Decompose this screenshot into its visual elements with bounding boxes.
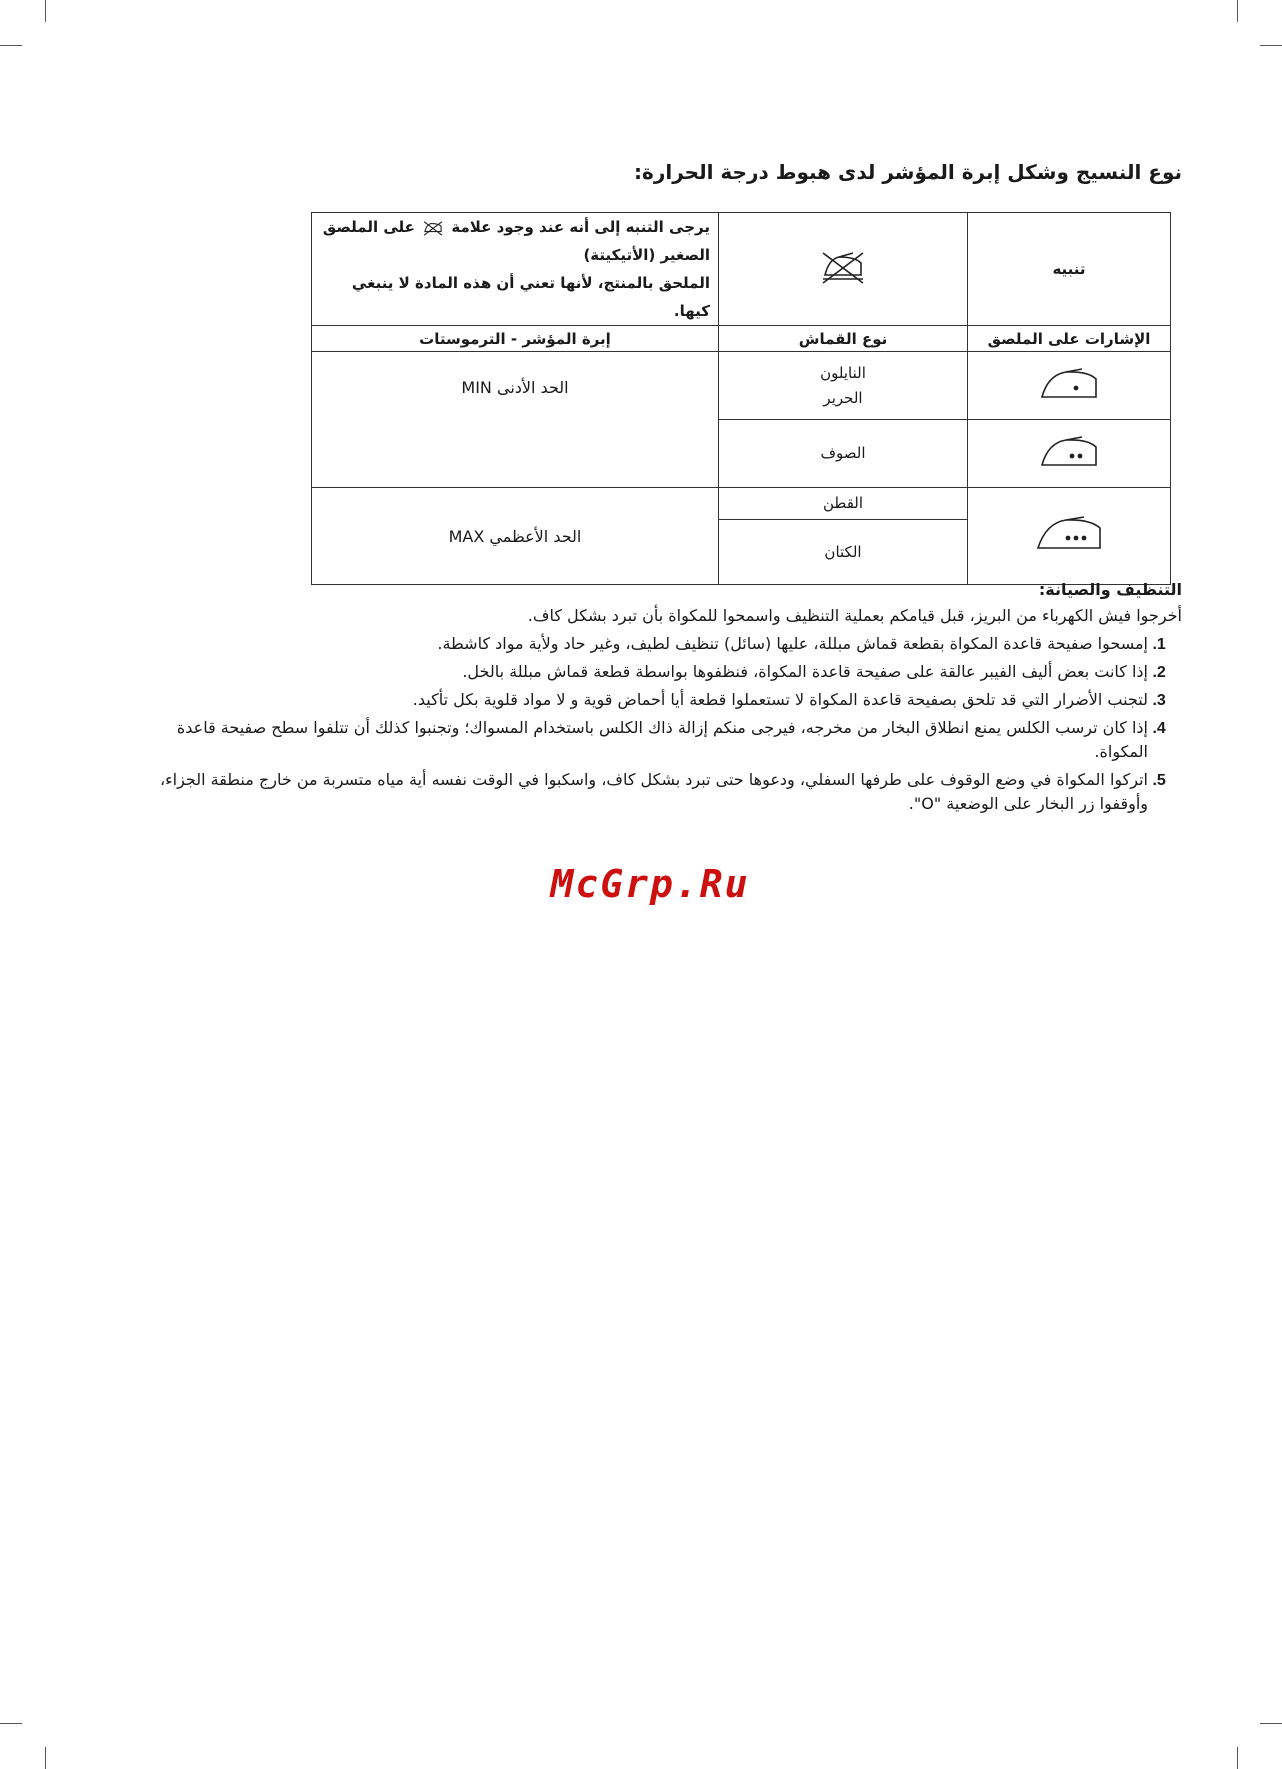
- crop-mark: [1260, 45, 1282, 46]
- crop-mark: [45, 1747, 46, 1769]
- fabric-nylon: النايلون: [820, 363, 866, 382]
- list-item: 5. اتركوا المكواة في وضع الوقوف على طرفها السفلي، ودعوها حتى تبرد بشكل كاف، واسكبوا في الوقت نفسه أية مياه متسربة من خارج منطقة الجزاء، وأوقفوا زر البخار على الوضعية "O".: [120, 768, 1148, 816]
- fabric-cell: [719, 352, 968, 420]
- symbol-cell: [968, 352, 1171, 420]
- iron-one-dot-icon: [1038, 367, 1100, 401]
- caution-icon-cell: [719, 213, 968, 326]
- header-symbols: الإشارات على الملصق: [968, 326, 1171, 352]
- fabric-wool: الصوف: [820, 444, 866, 462]
- caution-row: [312, 213, 1171, 326]
- caution-line-1b: على الملصق الصغير (الأتيكيتة): [322, 218, 710, 264]
- crop-mark: [1237, 1747, 1238, 1769]
- table-header-row: [312, 326, 1171, 352]
- no-iron-icon: [819, 247, 867, 287]
- crop-mark: [1237, 0, 1238, 22]
- page-title: نوع النسيج وشكل إبرة المؤشر لدى هبوط درجة الحرارة:: [634, 160, 1182, 184]
- caution-line-2: الملحق بالمنتج، لأنها تعني أن هذه المادة لا ينبغي كيها.: [351, 274, 710, 320]
- list-item: 3. لتجنب الأضرار التي قد تلحق بصفيحة قاعدة المكواة لا تستعملوا قطعة أيا أحماض قوية و لا مواد قلوية بكل تأكيد.: [120, 688, 1148, 712]
- cleaning-intro: أخرجوا فيش الكهرباء من البريز، قبل قيامكم بعملية التنظيف واسمحوا للمكواة بأن تبرد بشكل كاف.: [527, 606, 1182, 625]
- caution-text: [312, 213, 719, 326]
- iron-two-dots-icon: [1038, 435, 1100, 469]
- caution-line-1: يرجى التنبه إلى أنه عند وجود علامة: [451, 218, 710, 236]
- iron-three-dots-icon: [1034, 515, 1104, 553]
- header-fabric: نوع القماش: [719, 326, 968, 352]
- temp-min-cell: [312, 352, 719, 488]
- fabric-cell: [719, 520, 968, 585]
- fabric-cell: [719, 488, 968, 520]
- temp-max: الحد الأعظمي MAX: [448, 526, 582, 546]
- temp-min: الحد الأدنى MIN: [461, 378, 569, 397]
- fabric-linen: الكتان: [824, 542, 862, 561]
- crop-mark: [45, 0, 46, 22]
- table-row: [312, 352, 1171, 420]
- symbol-cell: [968, 420, 1171, 488]
- table-row: [312, 488, 1171, 520]
- temp-max-cell: [312, 488, 719, 585]
- fabric-cotton: القطن: [822, 494, 864, 512]
- fabric-cell: [719, 420, 968, 488]
- list-item: 2. إذا كانت بعض أليف الفيبر عالقة على صفيحة قاعدة المكواة، فنظفوها بواسطة قطعة قماش مبللة بالخل.: [120, 660, 1148, 684]
- cleaning-title: التنظيف والصيانة:: [1038, 580, 1182, 599]
- crop-mark: [0, 45, 22, 46]
- ironing-temperature-table: [311, 212, 1171, 585]
- crop-mark: [1260, 1723, 1282, 1724]
- symbol-cell: [968, 488, 1171, 585]
- header-thermostat: إبرة المؤشر - الترموستات: [312, 326, 719, 352]
- list-item: 1. إمسحوا صفيحة قاعدة المكواة بقطعة قماش مبللة، عليها (سائل) تنظيف لطيف، وغير حاد ولأية مواد كاشطة.: [120, 632, 1148, 656]
- cleaning-section: [120, 604, 1182, 820]
- watermark: McGrp.Ru: [550, 862, 750, 906]
- caution-label: تنبيه: [968, 213, 1171, 326]
- cleaning-list: [120, 632, 1182, 816]
- no-iron-icon: [420, 219, 446, 237]
- fabric-silk: الحرير: [823, 388, 863, 407]
- list-item: 4. إذا كان ترسب الكلس يمنع انطلاق البخار من مخرجه، فيرجى منكم إزالة ذاك الكلس باستخدام المسواك؛ وتجنبوا كذلك أن تتلفوا سطح صفيحة قاعدة المكواة.: [120, 716, 1148, 764]
- crop-mark: [0, 1723, 22, 1724]
